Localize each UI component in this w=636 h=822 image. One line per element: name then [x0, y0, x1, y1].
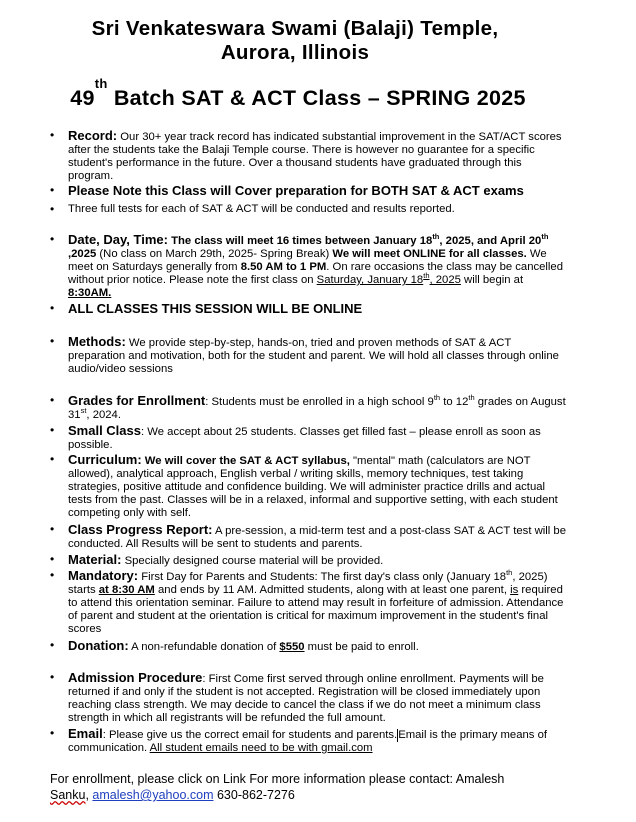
admission-item: • Admission Procedure: First Come first served through online enrollment. Payments will be returned if and only if the student is not accepted. Registration will be closed immediately upon reaching class strength. We may decide to cancel the class if we do not meet a minimum class strength in which all registrants will be refunded the full amount. [50, 670, 544, 724]
fulltests-item [50, 202, 568, 216]
bullet-icon: • [50, 522, 55, 536]
bullet-icon: • [50, 638, 55, 652]
mandatory-label: Mandatory: [68, 568, 139, 583]
curriculum-label: Curriculum: [68, 452, 142, 467]
fulltests-text: Three full tests for each of SAT & ACT will be conducted and results reported. [68, 203, 455, 215]
gmail-requirement: All student emails need to be with gmail.com [149, 742, 373, 754]
bullet-icon: • [50, 568, 55, 582]
record-text: Our 30+ year track record has indicated substantial improvement in the SAT/ACT scores after the students take the Balaji Temple course. There is however no guarantee for a specific student's performance in the future. Over a thousand students have graduated through this program. [68, 131, 562, 182]
start-time: 8:30AM. [68, 287, 112, 299]
admission-label: Admission Procedure [68, 670, 203, 685]
material-label: Material: [68, 552, 122, 567]
online-item [50, 301, 568, 317]
donation-label: Donation: [68, 638, 129, 653]
small-class-label: Small Class [68, 423, 141, 438]
small-class-item: • Small Class: We accept about 25 students. Classes get filled fast – please enroll as soon as possible. [50, 423, 541, 451]
material-item: • Material: Specially designed course material will be provided. [50, 552, 384, 567]
bullet-icon: • [50, 183, 55, 197]
donation-amount: $550 [279, 641, 305, 653]
batch-title: 49th Batch SAT & ACT Class – SPRING 2025 [70, 76, 526, 110]
date-item: • Date, Day, Time: The class will meet 16 times between January 18th, 2025, and April 20th ,2025 (No class on March 29th, 2025- Spring Break) We will meet ONLINE for all classes. We meet on Saturdays generally from 8.50 AM to 1 PM. On rare occasions the class may be cancelled without prior notice. Please note the first class on Saturday, January 18th, 2025 will begin at 8:30AM. [50, 232, 564, 299]
contact-footer: For enrollment, please click on Link For more information please contact: Amalesh Sanku, amalesh@yahoo.com 630-862-7276 [50, 772, 505, 802]
grades-item: • Grades for Enrollment: Students must be enrolled in a high school 9th to 12th grades on August 31st, 2024. [50, 393, 566, 421]
donation-item: • Donation: A non-refundable donation of $550 must be paid to enroll. [50, 638, 419, 653]
email-label: Email [68, 726, 103, 741]
record-label: Record: [68, 128, 118, 143]
grades-label: Grades for Enrollment [68, 393, 206, 408]
date-label: Date, Day, Time: [68, 232, 168, 247]
note-item [50, 183, 568, 199]
curriculum-item: • Curriculum: We will cover the SAT & ACT syllabus, "mental" math (calculators are NOT allowed), analytical approach, English verbal / writing skills, memory techniques, test taking strategies, positive attitude and confidence building. We will administer practice drills and actual tests from the past. Classes will be in a relaxed, informal and supportive setting, with each student competing only with self. [50, 452, 558, 519]
title-line-1: Sri Venkateswara Swami (Balaji) Temple, [91, 17, 499, 40]
enrollment-text: For enrollment, please click on Link For more information please contact: Amalesh [50, 772, 505, 786]
bullet-icon: • [50, 452, 55, 466]
methods-text: We provide step-by-step, hands-on, tried and proven methods of SAT & ACT preparation and motivation, both for the student and parent. We will hold all classes through online audio/video sessions [68, 337, 559, 375]
bullet-icon: • [50, 334, 55, 348]
contact-name: Sanku [50, 788, 86, 802]
bullet-icon: • [50, 232, 55, 246]
progress-label: Class Progress Report: [68, 522, 213, 537]
bullet-icon: • [50, 393, 55, 407]
online-notice: ALL CLASSES THIS SESSION WILL BE ONLINE [68, 301, 363, 316]
title-line-2: Aurora, Illinois [220, 41, 370, 64]
phone-number: 630-862-7276 [213, 788, 295, 802]
bullet-icon: • [50, 301, 55, 315]
bullet-icon: • [50, 423, 55, 437]
record-item [50, 128, 568, 183]
mandatory-item: • Mandatory: First Day for Parents and Students: The first day's class only (January 18th, 2025) starts at 8:30 AM and ends by 11 AM. Admitted students, along with at least one parent, is required to attend this orientation seminar. Failure to attend may result in forfeiture of admission. Attendance of parent and student at the orientation is critical for maximum improvement in the student's final scores [50, 568, 564, 635]
email-item: • Email: Please give us the correct email for students and parents.Email is the primary means of communication. All student emails need to be with gmail.com [50, 726, 547, 754]
methods-item [50, 334, 568, 376]
progress-item: • Class Progress Report: A pre-session, a mid-term test and a post-class SAT & ACT test will be conducted. All Results will be sent to students and parents. [50, 522, 566, 550]
bullet-icon: • [50, 202, 55, 216]
bullet-icon: • [50, 726, 55, 740]
first-class-date: Saturday, January 18 [316, 274, 424, 286]
bullet-icon: • [50, 552, 55, 566]
bullet-icon: • [50, 128, 55, 142]
methods-label: Methods: [68, 334, 126, 349]
email-link[interactable]: amalesh@yahoo.com [92, 788, 214, 802]
note-text: Please Note this Class will Cover preparation for BOTH SAT & ACT exams [68, 183, 524, 198]
bullet-icon: • [50, 670, 55, 684]
